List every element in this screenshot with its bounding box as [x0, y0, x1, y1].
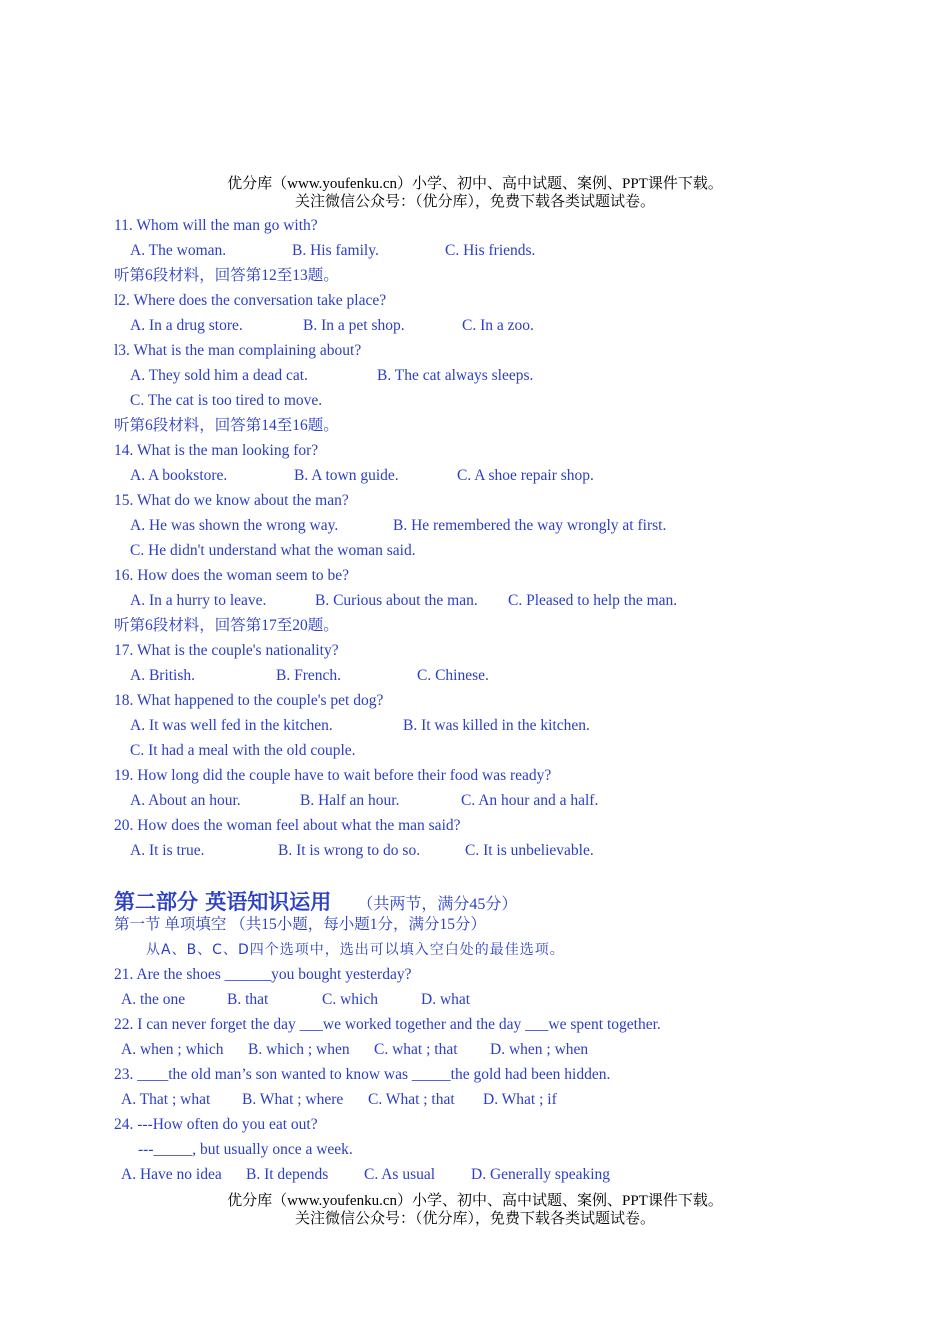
option-a: A. A bookstore. — [130, 467, 228, 484]
option-d: D. What ; if — [483, 1091, 557, 1108]
option-c: C. An hour and a half. — [461, 792, 599, 809]
question-23: 23. ____the old man’s son wanted to know was _____the gold had been hidden. — [114, 1066, 611, 1083]
option-a: A. the one — [121, 991, 186, 1008]
option-b: B. It depends — [246, 1166, 329, 1183]
option-d: D. when ; when — [490, 1041, 589, 1058]
section-instruction: 从A、B、C、D四个选项中，选出可以填入空白处的最佳选项。 — [146, 942, 565, 958]
option-c: C. His friends. — [445, 242, 536, 259]
question-17: 17. What is the couple's nationality? — [114, 642, 339, 659]
header-line-1: 优分库（www.youfenku.cn）小学、初中、高中试题、案例、PPT课件下载。 — [227, 176, 723, 192]
question-24: 24. ---How often do you eat out? — [114, 1116, 318, 1133]
question-11: 11. Whom will the man go with? — [114, 217, 318, 234]
option-b: B. Curious about the man. — [315, 592, 478, 609]
option-b: B. The cat always sleeps. — [377, 367, 534, 384]
option-c: C. which — [322, 991, 378, 1008]
option-b: B. His family. — [292, 242, 379, 259]
option-c: C. In a zoo. — [462, 317, 534, 334]
question-22: 22. I can never forget the day ___we worked together and the day ___we spent together. — [114, 1016, 661, 1033]
header-line-2: 关注微信公众号：（优分库），免费下载各类试题试卷。 — [294, 194, 655, 210]
question-21: 21. Are the shoes ______you bought yesterday? — [114, 966, 412, 983]
option-d: D. what — [421, 991, 471, 1008]
option-a: A. He was shown the wrong way. — [130, 517, 339, 534]
option-a: A. The woman. — [130, 242, 227, 259]
option-a: A. That ; what — [121, 1091, 211, 1108]
option-c: C. what ; that — [374, 1041, 458, 1058]
option-c: C. As usual — [364, 1166, 436, 1183]
option-b: B. It was killed in the kitchen. — [403, 717, 590, 734]
option-c: C. A shoe repair shop. — [457, 467, 594, 484]
option-a: A. In a drug store. — [130, 317, 243, 334]
option-a: A. Have no idea — [121, 1166, 222, 1183]
question-13: l3. What is the man complaining about? — [114, 342, 362, 359]
section-instruction-14: 听第6段材料，回答第14至16题。 — [114, 417, 339, 434]
option-c: C. It is unbelievable. — [465, 842, 594, 859]
option-c: C. He didn't understand what the woman said. — [130, 542, 416, 559]
section-one-heading: 第一节 单项填空 （共15小题，每小题1分，满分15分） — [114, 916, 487, 933]
option-b: B. He remembered the way wrongly at first. — [393, 517, 667, 534]
question-14: 14. What is the man looking for? — [114, 442, 319, 459]
option-c: C. What ; that — [368, 1091, 455, 1108]
option-b: B. It is wrong to do so. — [278, 842, 421, 859]
section-instruction-17: 听第6段材料，回答第17至20题。 — [114, 617, 339, 634]
option-d: D. Generally speaking — [471, 1166, 611, 1183]
footer-line-2: 关注微信公众号：（优分库），免费下载各类试题试卷。 — [294, 1211, 655, 1227]
option-b: B. Half an hour. — [300, 792, 400, 809]
question-12: l2. Where does the conversation take place? — [114, 292, 387, 309]
option-b: B. A town guide. — [294, 467, 399, 484]
question-16: 16. How does the woman seem to be? — [114, 567, 350, 584]
question-19: 19. How long did the couple have to wait before their food was ready? — [114, 767, 552, 784]
option-a: A. About an hour. — [130, 792, 241, 809]
option-b: B. In a pet shop. — [303, 317, 405, 334]
option-a: A. It is true. — [130, 842, 205, 859]
section-instruction-12: 听第6段材料，回答第12至13题。 — [114, 267, 339, 284]
option-b: B. which ; when — [248, 1041, 350, 1058]
part-two-note: （共两节，满分45分） — [357, 896, 518, 913]
option-a: A. It was well fed in the kitchen. — [130, 717, 333, 734]
option-b: B. What ; where — [242, 1091, 344, 1108]
option-c: C. It had a meal with the old couple. — [130, 742, 356, 759]
response-text: ---_____, but usually once a week. — [138, 1141, 353, 1158]
option-a: A. British. — [130, 667, 196, 684]
option-a: A. In a hurry to leave. — [130, 592, 267, 609]
option-a: A. when ; which — [121, 1041, 224, 1058]
option-c: C. The cat is too tired to move. — [130, 392, 323, 409]
question-20: 20. How does the woman feel about what the man said? — [114, 817, 461, 834]
option-b: B. that — [227, 991, 269, 1008]
option-c: C. Pleased to help the man. — [508, 592, 678, 609]
question-15: 15. What do we know about the man? — [114, 492, 349, 509]
footer-line-1: 优分库（www.youfenku.cn）小学、初中、高中试题、案例、PPT课件下载。 — [227, 1193, 723, 1209]
part-two-heading — [114, 886, 517, 916]
part-two-title: 第二部分 英语知识运用 — [114, 890, 332, 914]
option-b: B. French. — [276, 667, 342, 684]
option-c: C. Chinese. — [417, 667, 489, 684]
option-a: A. They sold him a dead cat. — [130, 367, 308, 384]
question-18: 18. What happened to the couple's pet dog? — [114, 692, 384, 709]
